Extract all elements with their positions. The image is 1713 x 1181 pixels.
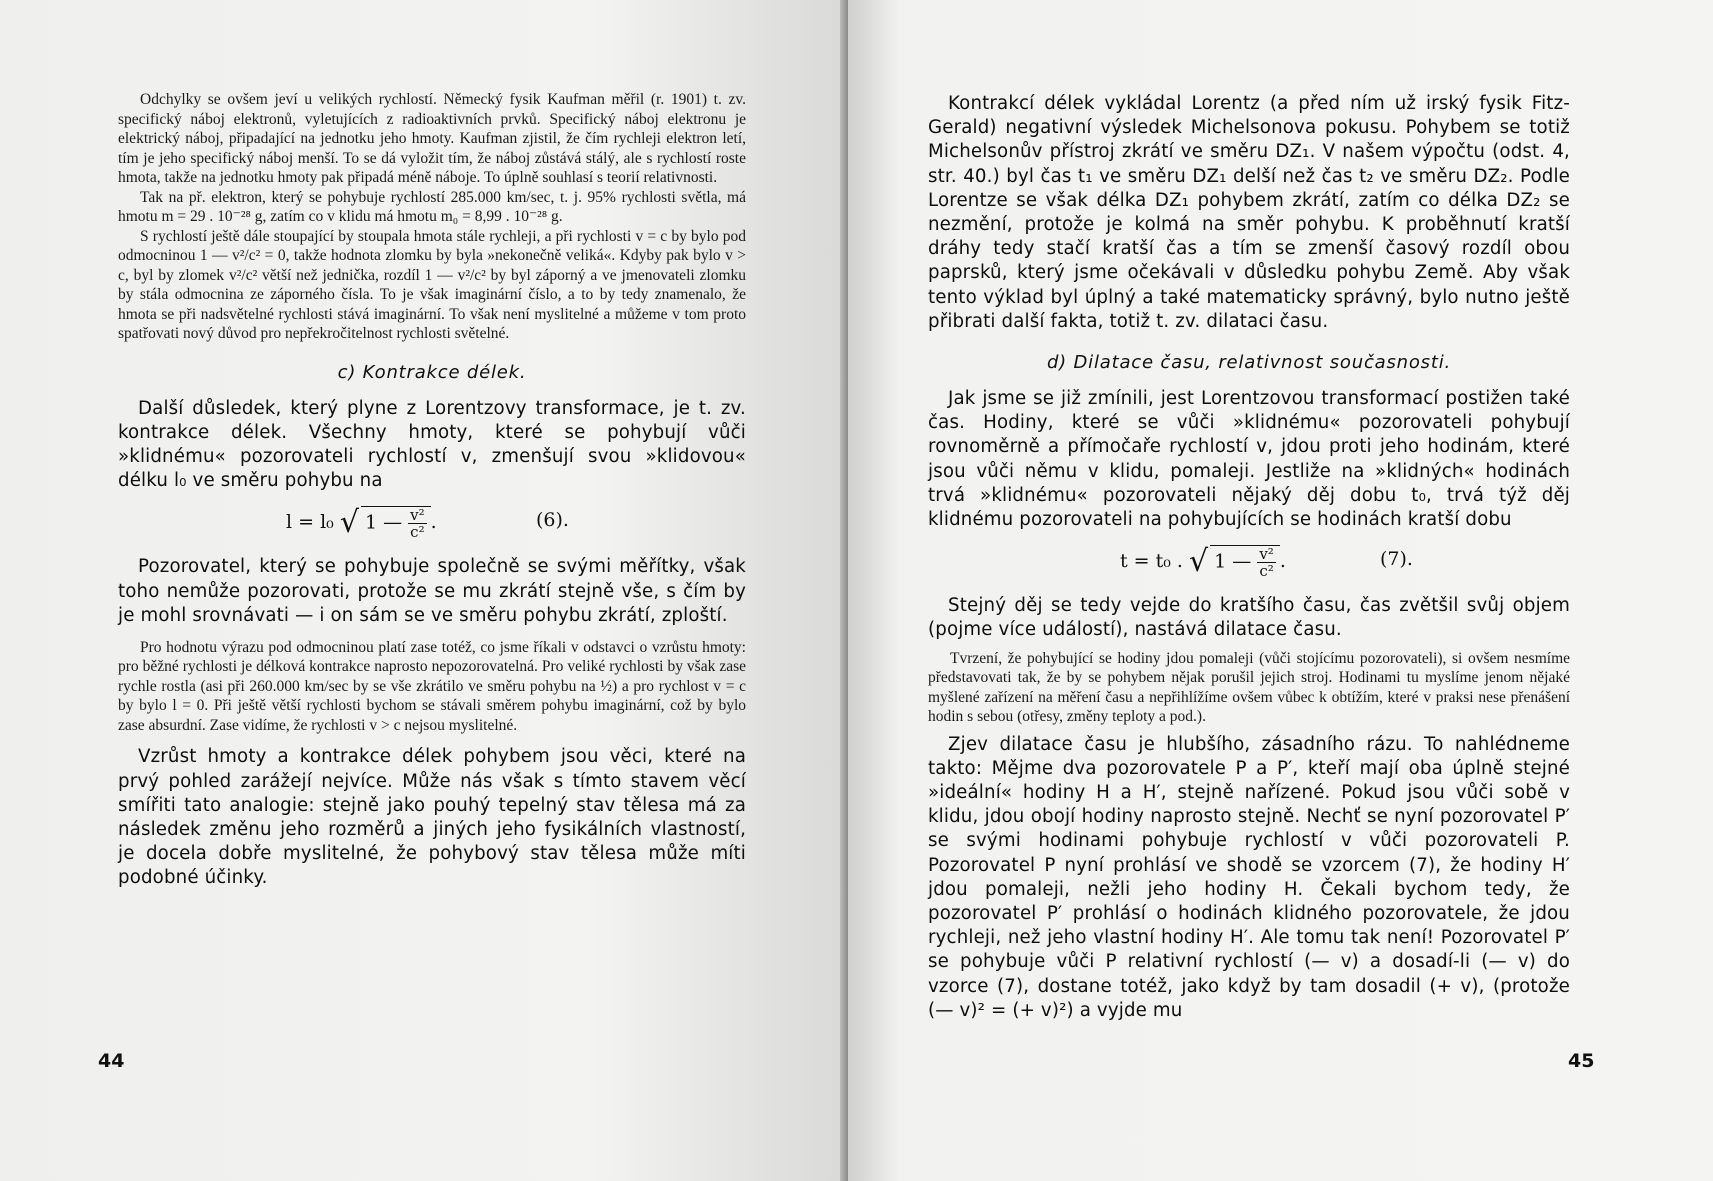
paragraph: Další důsledek, který plyne z Lorentzovy transformace, je t. zv. kontrakce délek. Všechny hmoty, které se pohybují vůči »klidnému« pozorovateli rychlostí v, zmenšují svou »klidovou« délku l₀ ve směru pohybu na	[118, 397, 746, 492]
radical-sign: √	[1189, 544, 1209, 580]
right-text-column	[928, 92, 1570, 1023]
paragraph: Odchylky se ovšem jeví u velikých rychlostí. Německý fysik Kaufman měřil (r. 1901) t. zv. specifický náboj elektronů, vyletujících z radioaktivních prvků. Specifický náboj elektronu je elektrický náboj, připadající na jednotku jeho hmoty. Kaufman zjistil, že čím rychleji elektron letí, tím je jeho specifický náboj menší. To se dá vyložit tím, že náboj zůstává stálý, ale s rychlostí roste hmota, takže na jednotku hmoty pak připadá méně náboje. To úplně souhlasí s teorií relativnosti.	[118, 91, 746, 186]
formula-tail: .	[1279, 550, 1286, 573]
section-heading: c) Kontrakce délek.	[337, 361, 527, 383]
spacer	[118, 628, 746, 638]
formula-lhs: l = l₀	[286, 511, 334, 534]
radicand	[361, 506, 431, 540]
numerator: v²	[1259, 544, 1274, 563]
left-text-column	[118, 90, 746, 891]
right-page	[848, 0, 1713, 1181]
fraction	[408, 507, 427, 540]
numerator: v²	[410, 505, 425, 524]
paragraph: Tak na př. elektron, který se pohybuje rychlostí 285.000 km/sec, t. j. 95% rychlosti světla, má hmotu m = 29 . 10⁻²⁸ g, zatím co v klidu má hmotu m₀ = 8,99 . 10⁻²⁸ g.	[118, 188, 746, 225]
radical-sign: √	[339, 505, 359, 541]
paragraph: Tvrzení, že pohybující se hodiny jdou pomaleji (vůči stojícímu pozorovateli), si ovšem nesmíme představovati tak, že by se pohybem nějak porušil jejich stroj. Hodinami tu myslíme jenom nějaké myšlené zařízení na měření času a nepřihlížíme ovšem vůbec k obtížím, které v praksi nese přenášení hodin s sebou (otřesy, změny teploty a pod.).	[928, 649, 1570, 726]
paragraph: Vzrůst hmoty a kontrakce délek pohybem jsou věci, které na prvý pohled zarážejí nejvíce. Může nás však s tímto stavem věcí smířiti tato analogie: stejně jako pouhý tepelný stav tělesa má za následek změnu jeho rozměrů a jiných jeho fysikálních vlastností, je docela dobře myslitelné, že pohybový stav tělesa může míti podobné účinky.	[118, 746, 746, 889]
paragraph: Pozorovatel, který se pohybuje společně se svými měřítky, však toho nemůže pozorovati, protože se mu zkrátí stejně vše, s čím by je mohl srovnávati — i on sám se ve směru pohybu zkrátí, zploští.	[118, 556, 746, 626]
formula-tail: .	[430, 511, 437, 534]
formula-lhs: t = t₀ .	[1120, 550, 1183, 573]
paragraph: Jak jsme se již zmínili, jest Lorentzovou transformací postižen také čas. Hodiny, které se vůči »klidnému« pozorovateli pohybují rovnoměrně a přímočaře rychlostí v, jdou proti jeho hodinám, které jsou vůči němu v klidu, pomaleji. Jestliže na »klidných« hodinách trvá »klidnému« pozorovateli nějaký děj dobu t₀, trvá týž děj klidnému pozorovateli na pohybujících se hodinách kratší dobu	[928, 388, 1570, 531]
denominator: c²	[410, 522, 425, 541]
left-page	[0, 0, 848, 1181]
formula-one: 1 —	[1214, 550, 1252, 573]
fraction	[1257, 546, 1276, 579]
equation-number: (6).	[536, 509, 569, 532]
page-number: 44	[98, 1050, 125, 1072]
equation-number: (7).	[1380, 548, 1413, 571]
paragraph: Stejný děj se tedy vejde do kratšího času, čas zvětšil svůj objem (pojme více událostí), nastává dilatace času.	[928, 595, 1570, 641]
paragraph: Kontrakcí délek vykládal Lorentz (a před ním už irský fysik Fitz-Gerald) negativní výsledek Michelsonova pokusu. Pohybem se totiž Michelsonův přístroj zkrátí ve směru DZ₁. V našem výpočtu (odst. 4, str. 40.) byl čas t₁ ve směru DZ₁ delší než čas t₂ ve směru DZ₂. Podle Lorentze se však délka DZ₁ pohybem zkrátí, zatím co délka DZ₂ se nezmění, protože je kolmá na směr pohybu. K proběhnutí kratší dráhy tedy stačí kratší čas a tím se zmenší časový rozdíl obou paprsků, který jsme očekávali v důsledku pohybu Země. Aby však tento výklad byl úplný a také matematicky správný, bylo nutno ještě přibrati další fakta, totiž t. zv. dilataci času.	[928, 93, 1570, 332]
paragraph: S rychlostí ještě dále stoupající by stoupala hmota stále rychleji, a při rychlosti v = c by bylo pod odmocninou 1 — v²/c² = 0, takže hodnota zlomku by byla »nekonečně veliká«. Kdyby pak bylo v > c, byl by zlomek v²/c² větší než jednička, rozdíl 1 — v²/c² by byl záporný a ve jmenovateli zlomku by stála odmocnina ze záporného čísla. To je však imaginární číslo, a to by tedy znamenalo, že hmota se při nadsvětelné rychlosti stává imaginární. To však není myslitelné a můžeme v tom proto spatřovati nový důvod pro nepřekročitelnost rychlosti světelné.	[118, 227, 746, 342]
formula-6	[118, 497, 746, 549]
formula-expression	[1120, 544, 1286, 579]
section-heading: d) Dilatace času, relativnost současnosti.	[1046, 352, 1452, 374]
formula-one: 1 —	[364, 511, 403, 534]
denominator: c²	[1259, 561, 1274, 580]
formula-expression	[286, 505, 437, 540]
formula-7	[928, 536, 1570, 588]
radicand	[1210, 545, 1280, 579]
paragraph: Pro hodnotu výrazu pod odmocninou platí zase totéž, co jsme říkali v odstavci o vzrůstu hmoty: pro běžné rychlosti je délková kontrakce naprosto nepozorovatelná. Pro veliké rychlosti by však zase rychle rostla (asi při 260.000 km/sec by se vše zkrátilo ve směru pohybu na ½) a pro rychlost v = c by bylo l = 0. Při ještě větší rychlosti bychom se stávali směrem pohybu imaginární, což by bylo zase absurdní. Zase vidíme, že rychlosti v > c nejsou myslitelné.	[118, 638, 746, 734]
spacer	[118, 735, 746, 745]
page-number: 45	[1568, 1050, 1595, 1072]
paragraph: Zjev dilatace času je hlubšího, zásadního rázu. To nahlédneme takto: Mějme dva pozorovatele P a P′, kteří mají oba úplně stejné »ideální« hodiny H a H′, stejně nařízené. Pokud jsou vůči sobě v klidu, jdou obojí hodiny naprosto stejně. Nechť se nyní pozorovatel P′ se svými hodinami pohybuje rychlostí v vůči pozorovateli P. Pozorovatel P nyní prohlásí ve shodě se vzorcem (7), že hodiny H′ jdou pomaleji, nežli jeho hodiny H. Čekali bychom tedy, že pozorovatel P′ prohlásí o hodinách klidného pozorovatele, že jdou rychleji, než jeho vlastní hodiny H′. Ale tomu tak není! Pozorovatel P′ se pohybuje vůči P relativní rychlostí (— v) a dosadí-li (— v) do vzorce (7), dostane totéž, jako když by tam dosadil (+ v), (protože (— v)² = (+ v)²) a vyjde mu	[928, 733, 1570, 1021]
